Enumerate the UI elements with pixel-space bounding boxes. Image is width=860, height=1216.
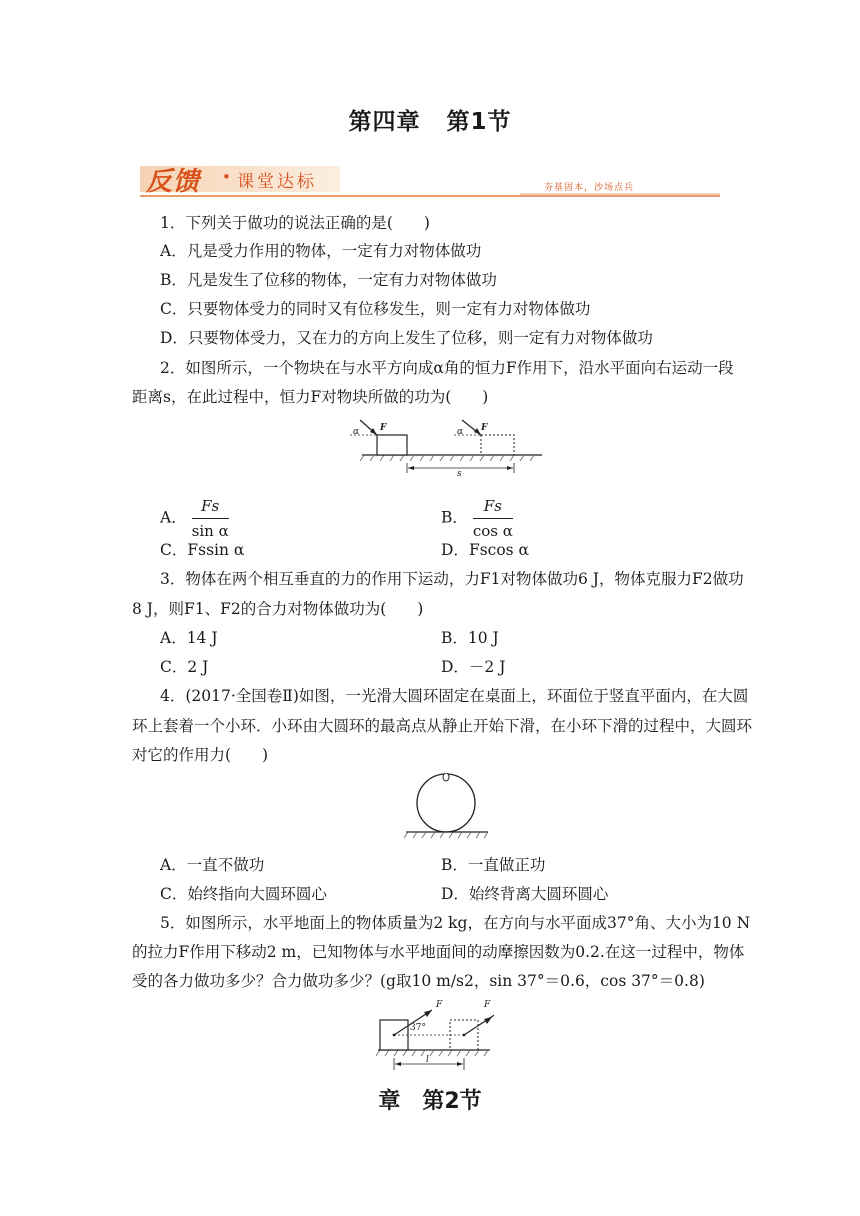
q2-option-b-numerator: Fs	[473, 496, 513, 519]
q4-option-b: B．一直做正功	[441, 856, 546, 874]
q2-option-a	[160, 496, 229, 541]
q3-option-d: D．－2 J	[441, 658, 506, 676]
q1-stem: 1．下列关于做功的说法正确的是( )	[160, 214, 430, 232]
q2-option-a-label: A．	[160, 508, 187, 527]
q1-option-c: C．只要物体受力的同时又有位移发生，则一定有力对物体做功	[160, 300, 591, 318]
q5-stem-line2: 的拉力F作用下移动2 m，已知物体与水平地面间的动摩擦因数为0.2.在这一过程中，物体	[132, 943, 745, 961]
q5-figure	[374, 998, 494, 1076]
q2-option-c-label: C．	[160, 541, 188, 559]
banner-label: 课堂达标	[237, 172, 317, 192]
q3-stem-line2: 8 J，则F1、F2的合力对物体做功为( )	[132, 600, 424, 618]
chapter-title: 第四章	[348, 109, 421, 135]
q2-figure-force-left: F	[380, 423, 387, 433]
q2-figure	[350, 415, 550, 477]
q2-option-b-fraction	[473, 496, 513, 541]
q2-option-b-denominator: cos α	[472, 522, 513, 540]
q2-option-d-text: Fscos α	[468, 541, 530, 559]
q1-option-b: B．凡是发生了位移的物体，一定有力对物体做功	[160, 271, 497, 289]
q3-stem-line1: 3．物体在两个相互垂直的力的作用下运动，力F1对物体做功6 J，物体克服力F2做功	[160, 570, 744, 588]
page-title	[0, 103, 860, 136]
q5-stem-line1: 5．如图所示，水平地面上的物体质量为2 kg，在方向与水平面成37°角、大小为10 N	[160, 914, 751, 932]
banner-badge: 反馈	[146, 167, 201, 197]
q5-figure-distance: l	[426, 1055, 429, 1065]
q2-option-c	[160, 540, 244, 560]
q2-option-d-label: D．	[441, 541, 469, 559]
q2-stem-line1: 2．如图所示，一个物块在与水平方向成α角的恒力F作用下，沿水平面向右运动一段	[160, 359, 734, 377]
q2-option-b-label: B．	[441, 508, 468, 527]
q4-figure	[400, 773, 492, 843]
q2-option-d	[441, 540, 529, 560]
q2-figure-alpha-left: α	[353, 427, 360, 437]
q2-figure-force-right: F	[481, 423, 488, 433]
q4-option-a: A．一直不做功	[160, 856, 265, 874]
q4-stem-line2: 环上套着一个小环．小环由大圆环的最高点从静止开始下滑，在小环下滑的过程中，大圆环	[132, 717, 753, 735]
q2-option-b	[441, 496, 513, 541]
q2-option-a-denominator: sin α	[191, 522, 229, 540]
section-banner	[140, 158, 720, 198]
banner-slogan: 夯基固本，沙场点兵	[544, 183, 635, 193]
q2-figure-alpha-right: α	[457, 427, 464, 437]
q3-option-c: C．2 J	[160, 658, 209, 676]
q2-stem-line2: 距离s，在此过程中，恒力F对物块所做的功为( )	[132, 388, 489, 406]
section-title: 第1节	[446, 109, 512, 135]
q4-stem-line3: 对它的作用力( )	[132, 746, 269, 764]
q5-figure-angle: 37°	[410, 1023, 426, 1033]
q2-option-a-fraction	[192, 496, 229, 541]
q2-figure-distance: s	[457, 469, 462, 477]
q1-option-d: D．只要物体受力，又在力的方向上发生了位移，则一定有力对物体做功	[160, 329, 653, 347]
q5-figure-force-left: F	[436, 1000, 443, 1010]
q4-option-c: C．始终指向大圆环圆心	[160, 885, 327, 903]
q4-stem-line1: 4．(2017·全国卷Ⅱ)如图，一光滑大圆环固定在桌面上，环面位于竖直平面内，在大圆	[160, 687, 749, 705]
banner-dot: •	[222, 168, 231, 186]
q3-option-a: A．14 J	[160, 629, 218, 647]
q4-option-d: D．始终背离大圆环圆心	[441, 885, 609, 903]
q2-option-c-text: Fssin α	[187, 541, 245, 559]
q1-option-a: A．凡是受力作用的物体，一定有力对物体做功	[160, 242, 482, 260]
q5-figure-force-right: F	[484, 1000, 491, 1010]
q3-option-b: B．10 J	[441, 629, 499, 647]
q2-option-a-numerator: Fs	[192, 496, 229, 519]
q5-stem-line3: 受的各力做功多少？合力做功多少？(g取10 m/s2，sin 37°＝0.6，cos 37°＝0.8)	[132, 972, 705, 990]
next-section-title: 章 第2节	[378, 1089, 482, 1114]
